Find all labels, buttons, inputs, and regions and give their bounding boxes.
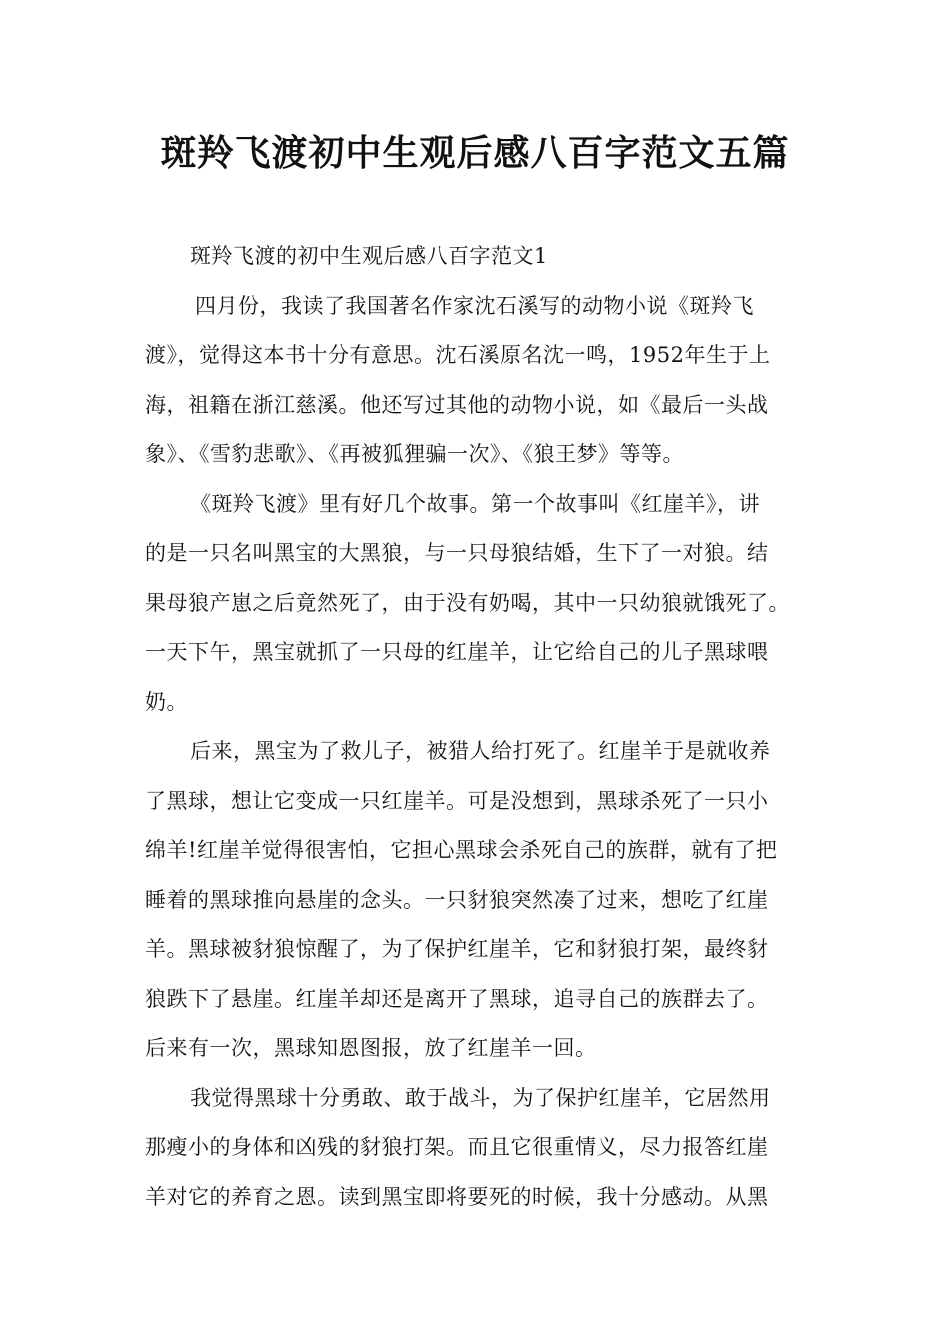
paragraph-2-line-2: 的是一只名叫黑宝的大黑狼，与一只母狼结婚，生下了一对狼。结 bbox=[145, 541, 769, 565]
paragraph-3-line-7: 后来有一次，黑球知恩图报，放了红崖羊一回。 bbox=[145, 1036, 597, 1060]
paragraph-2-line-5: 奶。 bbox=[145, 689, 188, 714]
paragraph-3-line-4: 睡着的黑球推向悬崖的念头。一只豺狼突然凑了过来，想吃了红崖 bbox=[145, 887, 769, 912]
paragraph-1-line-1: 四月份，我读了我国著名作家沈石溪写的动物小说《斑羚飞 bbox=[195, 293, 754, 318]
paragraph-3-line-5: 羊。黑球被豺狼惊醒了，为了保护红崖羊，它和豺狼打架，最终豺 bbox=[145, 937, 769, 961]
paragraph-2-line-3: 果母狼产崽之后竟然死了，由于没有奶喝，其中一只幼狼就饿死了。 bbox=[145, 590, 790, 615]
paragraph-3-line-6: 狼跌下了悬崖。红崖羊却还是离开了黑球，追寻自己的族群去了。 bbox=[145, 986, 769, 1011]
document-body bbox=[145, 232, 810, 1222]
paragraph-2-line-4: 一天下午，黑宝就抓了一只母的红崖羊，让它给自己的儿子黑球喂 bbox=[145, 640, 769, 664]
paragraph-3-line-1: 后来，黑宝为了救儿子，被猎人给打死了。红崖羊于是就收养 bbox=[190, 739, 771, 763]
section-heading: 斑羚飞渡的初中生观后感八百字范文1 bbox=[190, 244, 548, 268]
paragraph-3-line-3: 绵羊!红崖羊觉得很害怕，它担心黑球会杀死自己的族群，就有了把 bbox=[145, 838, 778, 862]
paragraph-1-line-2: 渡》，觉得这本书十分有意思。沈石溪原名沈一鸣，1952年生于上 bbox=[145, 343, 771, 367]
paragraph-4-line-3: 羊对它的养育之恩。读到黑宝即将要死的时候，我十分感动。从黑 bbox=[145, 1184, 769, 1209]
paragraph-4-line-2: 那瘦小的身体和凶残的豺狼打架。而且它很重情义，尽力报答红崖 bbox=[145, 1135, 769, 1159]
paragraph-4-line-1: 我觉得黑球十分勇敢、敢于战斗，为了保护红崖羊，它居然用 bbox=[190, 1085, 771, 1110]
paragraph-1-line-3: 海，祖籍在浙江慈溪。他还写过其他的动物小说，如《最后一头战 bbox=[145, 392, 769, 417]
document-title: 斑羚飞渡初中生观后感八百字范文五篇 bbox=[160, 133, 790, 174]
paragraph-2-line-1: 《斑羚飞渡》里有好几个故事。第一个故事叫《红崖羊》，讲 bbox=[190, 491, 760, 516]
paragraph-3-line-2: 了黑球，想让它变成一只红崖羊。可是没想到，黑球杀死了一只小 bbox=[145, 788, 769, 813]
paragraph-1-line-4: 象》、《雪豹悲歌》、《再被狐狸骗一次》、《狼王梦》等等。 bbox=[145, 442, 684, 466]
